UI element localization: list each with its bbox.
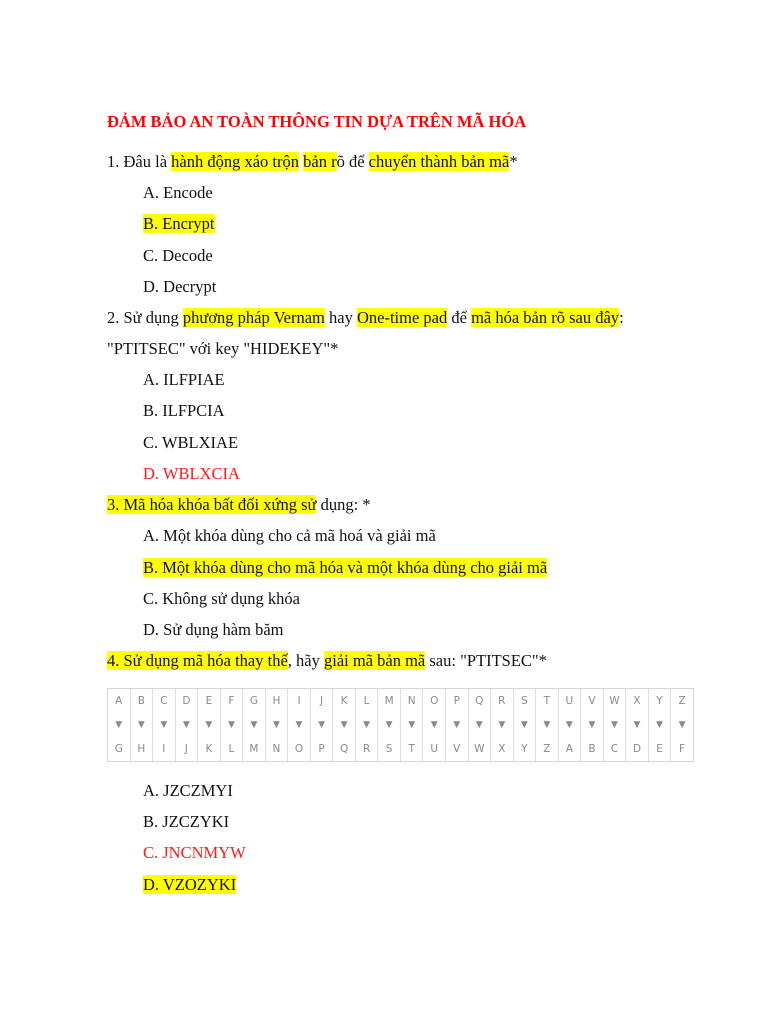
cipher-letter: P <box>318 743 325 755</box>
q4-option-d <box>143 874 236 896</box>
cipher-letter: G <box>114 743 123 755</box>
cipher-letter: M <box>249 743 259 755</box>
q3-highlight: 3. Mã hóa khóa bất đối xứng sử <box>107 495 317 514</box>
plain-letter: H <box>272 695 281 707</box>
down-arrow-icon: ▼ <box>475 720 483 730</box>
plain-letter: J <box>319 695 324 707</box>
q3-option-a: A. Một khóa dùng cho cả mã hoá và giải mã <box>143 526 436 545</box>
cipher-column <box>514 689 537 761</box>
cipher-column <box>559 689 582 761</box>
q2-text: 2. Sử dụng <box>107 308 183 327</box>
cipher-letter: V <box>453 743 461 755</box>
cipher-letter: Z <box>543 743 551 755</box>
q2-option-d: D. WBLXCIA <box>143 464 240 483</box>
question-4 <box>107 650 547 672</box>
q1-option-a: A. Encode <box>143 183 213 202</box>
question-3 <box>107 494 371 516</box>
substitution-cipher-table <box>107 688 694 762</box>
q1-text: 1. Đâu là <box>107 152 172 171</box>
q1-option-d: D. Decrypt <box>143 277 217 296</box>
plain-letter: Y <box>656 695 663 707</box>
down-arrow-icon: ▼ <box>363 720 371 730</box>
down-arrow-icon: ▼ <box>115 720 123 730</box>
down-arrow-icon: ▼ <box>588 720 596 730</box>
down-arrow-icon: ▼ <box>250 720 258 730</box>
q1-highlight: bản r <box>303 152 337 171</box>
q4-option-d-text: D. VZOZYKI <box>143 875 237 894</box>
cipher-letter: E <box>656 743 663 755</box>
plain-letter: C <box>160 695 168 707</box>
down-arrow-icon: ▼ <box>610 720 618 730</box>
cipher-letter: J <box>184 743 188 755</box>
plain-letter: P <box>453 695 460 707</box>
q4-highlight: giải mã bản mã <box>324 651 426 670</box>
cipher-column <box>649 689 672 761</box>
cipher-column <box>153 689 176 761</box>
cipher-letter: X <box>498 743 506 755</box>
cipher-column <box>243 689 266 761</box>
q2-text: hay <box>324 308 357 327</box>
down-arrow-icon: ▼ <box>453 720 461 730</box>
q2-text: : <box>619 308 624 327</box>
cipher-column <box>423 689 446 761</box>
q4-option-c: C. JNCNMYW <box>143 843 246 862</box>
q4-text: sau: "PTITSEC"* <box>425 651 547 670</box>
q3-option-b-text: B. Một khóa dùng cho mã hóa và một khóa dùng cho giải mã <box>143 558 548 577</box>
plain-letter: M <box>384 695 394 707</box>
q3-option-d: D. Sử dụng hàm băm <box>143 620 284 639</box>
down-arrow-icon: ▼ <box>565 720 573 730</box>
q4-text: , hãy <box>287 651 324 670</box>
cipher-column <box>446 689 469 761</box>
plain-letter: W <box>609 695 620 707</box>
cipher-column <box>671 689 693 761</box>
q2-highlight: mã hóa bản rõ sau đây <box>471 308 620 327</box>
question-2 <box>107 307 624 329</box>
down-arrow-icon: ▼ <box>182 720 190 730</box>
plain-letter: T <box>543 695 551 707</box>
cipher-column <box>333 689 356 761</box>
q2-text: để <box>447 308 472 327</box>
cipher-letter: U <box>430 743 439 755</box>
cipher-column <box>469 689 492 761</box>
down-arrow-icon: ▼ <box>137 720 145 730</box>
q1-text: õ để <box>336 152 369 171</box>
q3-option-b <box>143 557 547 579</box>
cipher-letter: H <box>137 743 146 755</box>
plain-letter: K <box>340 695 348 707</box>
plain-letter: U <box>565 695 574 707</box>
cipher-column <box>131 689 154 761</box>
cipher-column <box>288 689 311 761</box>
down-arrow-icon: ▼ <box>678 720 686 730</box>
down-arrow-icon: ▼ <box>385 720 393 730</box>
cipher-letter: D <box>632 743 642 755</box>
cipher-column <box>176 689 199 761</box>
down-arrow-icon: ▼ <box>295 720 303 730</box>
cipher-letter: F <box>679 743 686 755</box>
q1-option-c: C. Decode <box>143 246 213 265</box>
cipher-letter: C <box>610 743 619 755</box>
cipher-column <box>221 689 244 761</box>
q1-option-b <box>143 213 215 235</box>
cipher-column <box>108 689 131 761</box>
cipher-column <box>626 689 649 761</box>
cipher-column <box>581 689 604 761</box>
cipher-letter: A <box>565 743 573 755</box>
cipher-letter: R <box>362 743 371 755</box>
q2-highlight: One-time pad <box>356 308 448 327</box>
down-arrow-icon: ▼ <box>543 720 551 730</box>
plain-letter: E <box>205 695 213 707</box>
down-arrow-icon: ▼ <box>318 720 325 730</box>
q3-option-c: C. Không sử dụng khóa <box>143 589 300 608</box>
cipher-letter: I <box>162 743 166 755</box>
q4-highlight: 4. Sử dụng mã hóa thay thế <box>107 651 288 670</box>
plain-letter: L <box>363 695 370 707</box>
cipher-letter: K <box>205 743 213 755</box>
q4-option-b: B. JZCZYKI <box>143 812 230 831</box>
question-1 <box>107 151 518 173</box>
down-arrow-icon: ▼ <box>227 720 235 730</box>
down-arrow-icon: ▼ <box>340 720 348 730</box>
q2-option-a: A. ILFPIAE <box>143 370 225 389</box>
plain-letter: S <box>520 695 528 707</box>
q1-highlight: hành động xáo trộn <box>171 152 300 171</box>
cipher-letter: L <box>228 743 235 755</box>
cipher-column <box>401 689 424 761</box>
plain-letter: N <box>407 695 416 707</box>
down-arrow-icon: ▼ <box>633 720 641 730</box>
plain-letter: A <box>115 695 123 707</box>
plain-letter: Q <box>475 695 484 707</box>
cipher-column <box>311 689 334 761</box>
cipher-letter: S <box>385 743 393 755</box>
cipher-letter: T <box>408 743 415 755</box>
down-arrow-icon: ▼ <box>656 720 663 730</box>
plain-letter: G <box>249 695 259 707</box>
cipher-column <box>378 689 401 761</box>
cipher-letter: W <box>474 743 485 755</box>
cipher-letter: B <box>588 743 596 755</box>
q2-highlight: phương pháp Vernam <box>182 308 325 327</box>
plain-letter: O <box>430 695 439 707</box>
plain-letter: I <box>297 695 301 707</box>
plain-letter: D <box>182 695 191 707</box>
q1-text: * <box>509 152 518 171</box>
cipher-letter: N <box>272 743 281 755</box>
plain-letter: F <box>228 695 235 707</box>
cipher-letter: Y <box>521 743 528 755</box>
q1-highlight: chuyển thành bản mã <box>368 152 510 171</box>
down-arrow-icon: ▼ <box>430 720 438 730</box>
cipher-column <box>198 689 221 761</box>
cipher-column <box>536 689 559 761</box>
plain-letter: Z <box>678 695 686 707</box>
q2-option-b: B. ILFPCIA <box>143 401 225 420</box>
plain-letter: R <box>498 695 506 707</box>
q1-option-b-text: B. Encrypt <box>143 214 215 233</box>
cipher-column <box>491 689 514 761</box>
q3-text: dụng: * <box>316 495 371 514</box>
cipher-column <box>604 689 627 761</box>
down-arrow-icon: ▼ <box>205 720 213 730</box>
down-arrow-icon: ▼ <box>160 720 168 730</box>
q4-option-a: A. JZCZMYI <box>143 781 233 800</box>
cipher-letter: Q <box>339 743 349 755</box>
down-arrow-icon: ▼ <box>273 720 280 730</box>
page-title: ĐẢM BẢO AN TOÀN THÔNG TIN DỰA TRÊN MÃ HÓA <box>107 112 527 131</box>
plain-letter: B <box>137 695 145 707</box>
down-arrow-icon: ▼ <box>520 720 528 730</box>
plain-letter: V <box>588 695 596 707</box>
cipher-column <box>266 689 289 761</box>
plain-letter: X <box>633 695 641 707</box>
cipher-column <box>356 689 379 761</box>
down-arrow-icon: ▼ <box>408 720 416 730</box>
down-arrow-icon: ▼ <box>498 720 506 730</box>
cipher-letter: O <box>294 743 304 755</box>
q2-option-c: C. WBLXIAE <box>143 433 239 452</box>
question-2-line-2: "PTITSEC" với key "HIDEKEY"* <box>107 339 339 358</box>
